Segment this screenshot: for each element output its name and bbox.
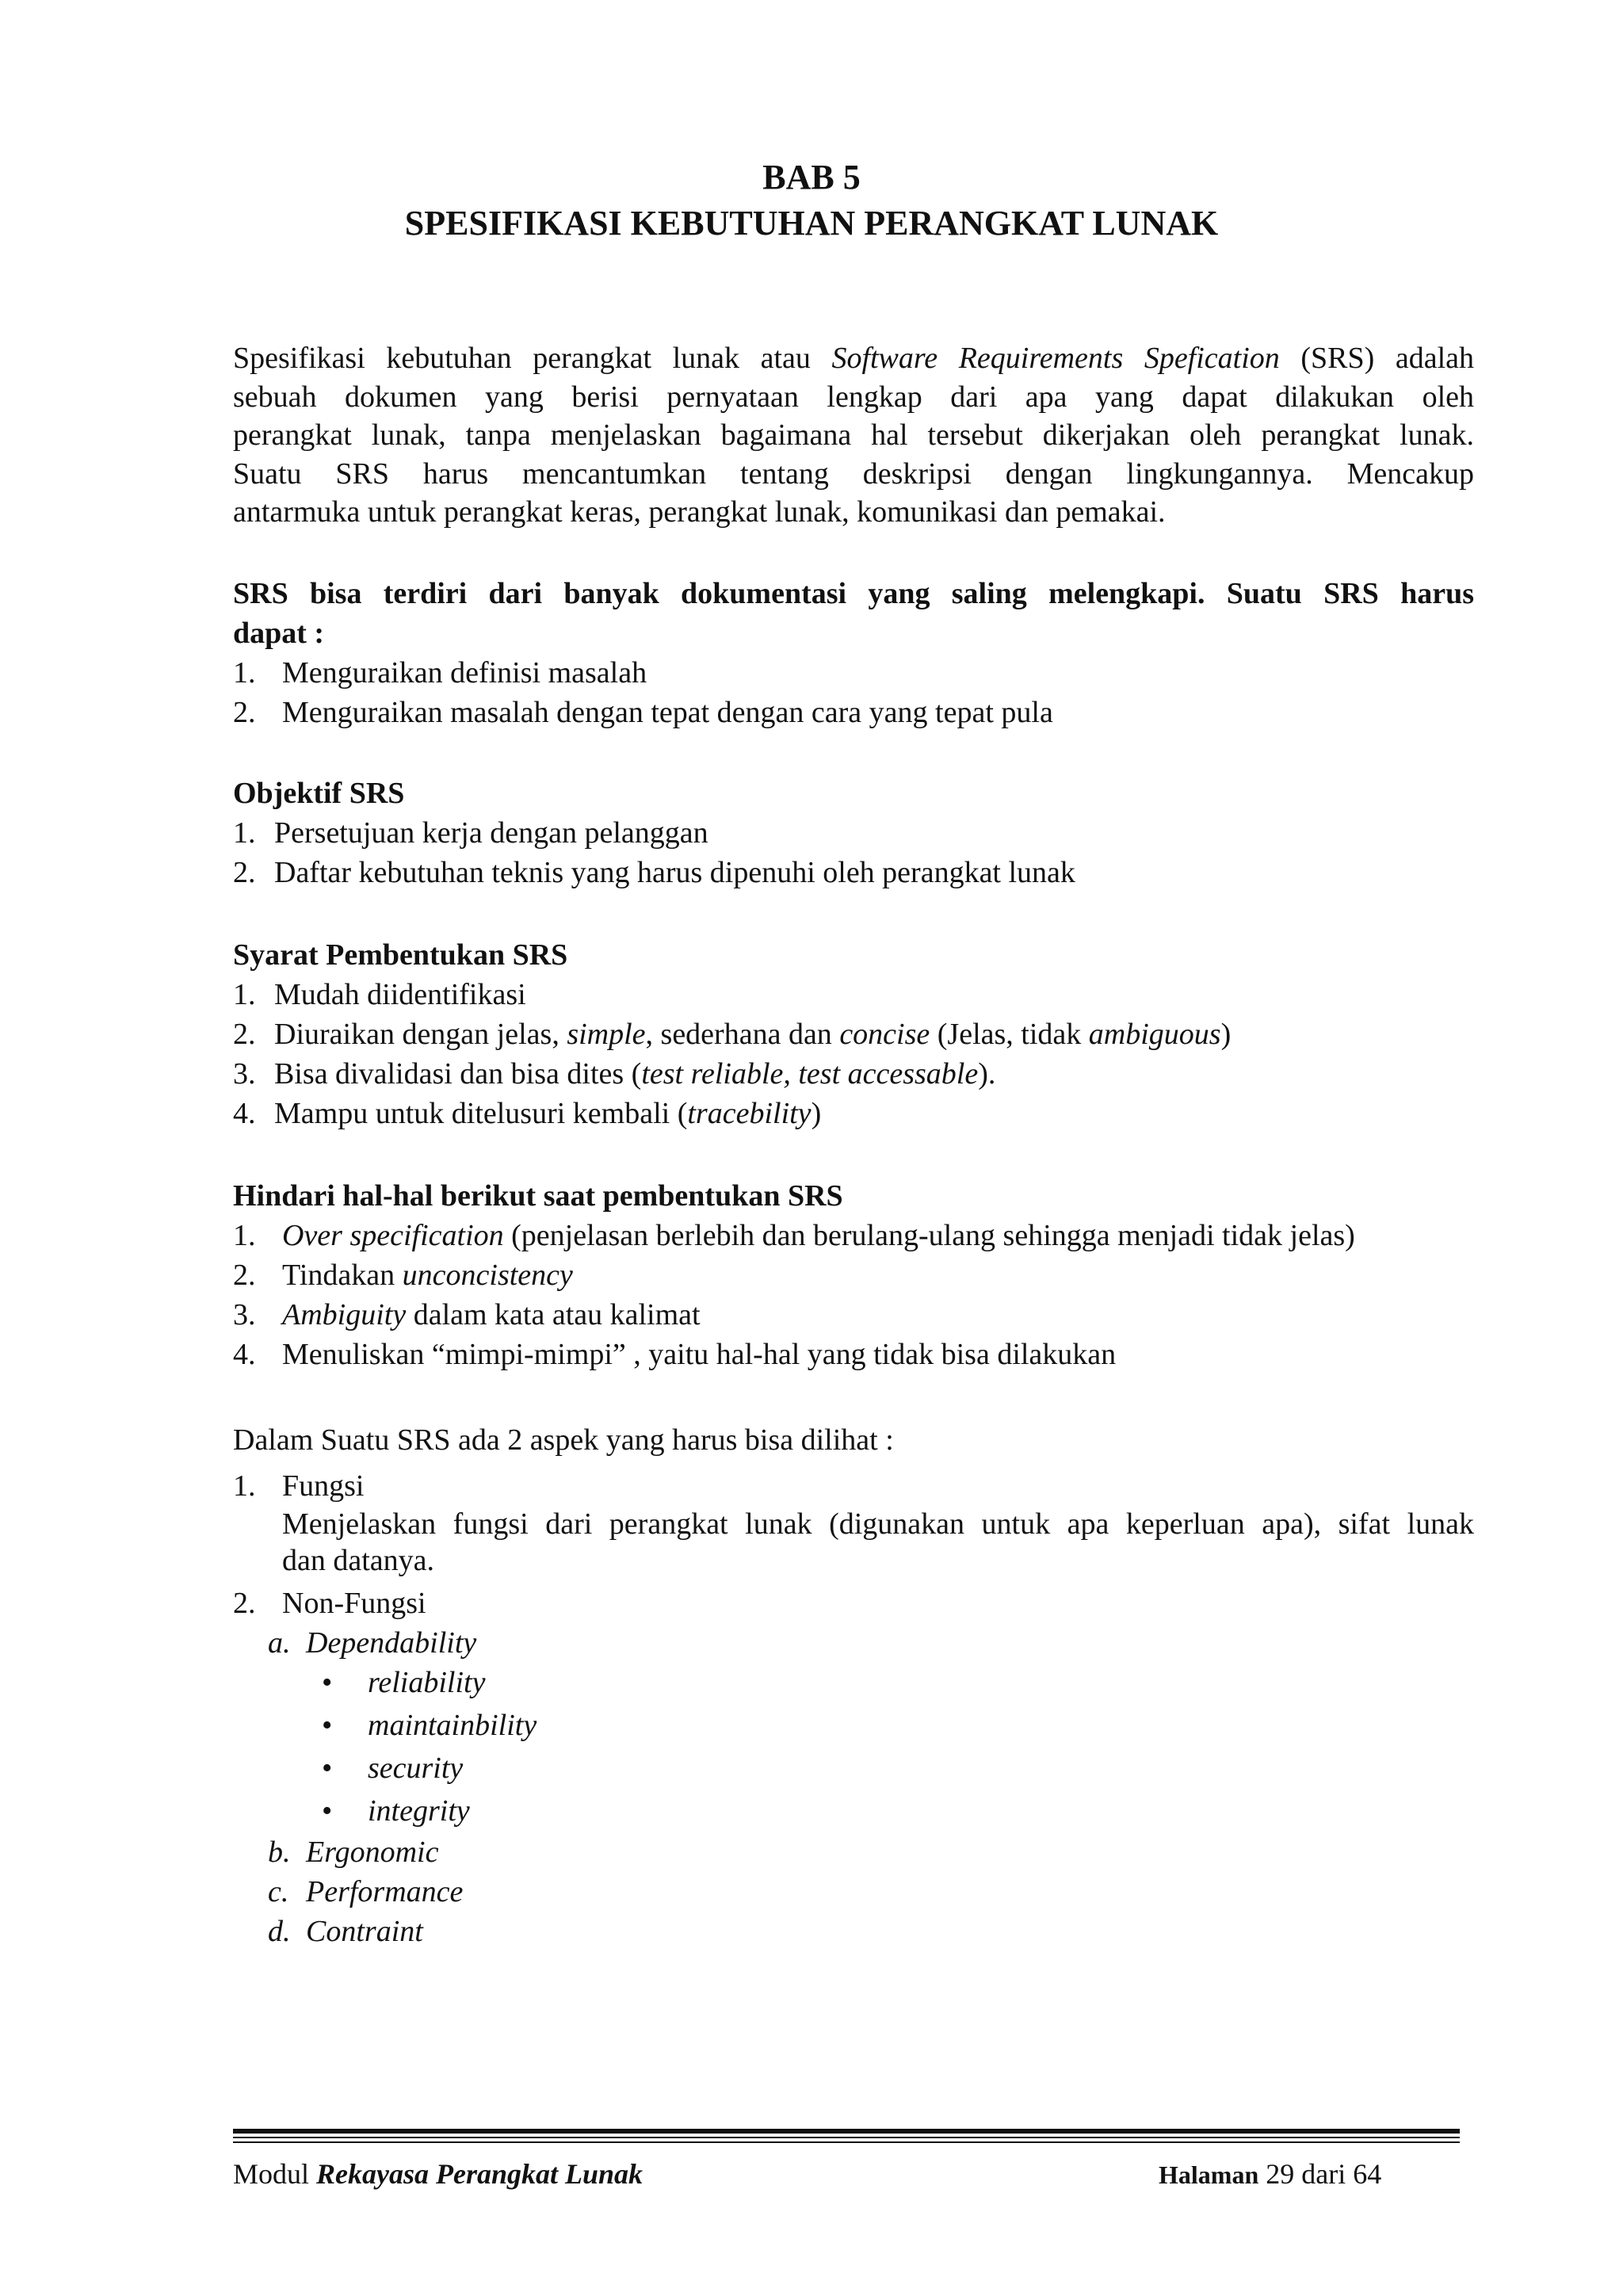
bullet-item: • security <box>322 1752 464 1785</box>
sub-item: c. Performance <box>268 1875 464 1908</box>
sub-item: a. Dependability <box>268 1626 477 1660</box>
syarat-section <box>233 935 1474 1133</box>
bullet-item: • reliability <box>322 1666 486 1699</box>
list-item: 1. Menguraikan definisi masalah <box>233 656 647 690</box>
aspek-intro: Dalam Suatu SRS ada 2 aspek yang harus bisa dilihat : <box>233 1423 894 1457</box>
section-heading: Hindari hal-hal berikut saat pembentukan SRS <box>233 1179 843 1213</box>
bullet-item: • maintainbility <box>322 1709 537 1742</box>
footer-divider-thin <box>233 2141 1460 2143</box>
intro-paragraph: Spesifikasi kebutuhan perangkat lunak atau Software Requirements Spefication (SRS) adalah sebuah dokumen yang berisi pernyataan lengkap dari apa yang dapat dilakukan oleh perangkat lunak, tanpa menjelaskan bagaimana hal tersebut dikerjakan oleh perangkat lunak. Suatu SRS harus mencantumkan tentang deskripsi dengan lingkungannya. Mencakup antarmuka untuk perangkat keras, perangkat lunak, komunikasi dan pemakai. <box>233 342 1474 529</box>
srs-documentation-section <box>233 574 1474 732</box>
bullet-item: • integrity <box>322 1794 470 1828</box>
section-heading: Syarat Pembentukan SRS <box>233 938 568 972</box>
list-item: 2. Menguraikan masalah dengan tepat dengan cara yang tepat pula <box>233 696 1053 729</box>
list-item: 2. Tindakan unconcistency <box>233 1259 573 1292</box>
list-item: 2. Diuraikan dengan jelas, simple, sederhana dan concise (Jelas, tidak ambiguous) <box>233 1018 1232 1051</box>
list-item-non-fungsi: 2. Non-Fungsi <box>233 1587 426 1620</box>
list-item: 1. Over specification (penjelasan berlebih dan berulang-ulang sehingga menjadi tidak jelas) <box>233 1219 1355 1252</box>
hindari-section <box>233 1176 1474 1374</box>
list-item: 4. Menuliskan “mimpi-mimpi” , yaitu hal-hal yang tidak bisa dilakukan <box>233 1338 1117 1371</box>
chapter-title: SPESIFIKASI KEBUTUHAN PERANGKAT LUNAK <box>404 204 1219 243</box>
list-item-fungsi: 1. Fungsi <box>233 1469 365 1503</box>
objektif-section <box>233 774 1474 892</box>
aspek-section <box>233 1420 1474 1951</box>
list-item: 1. Mudah diidentifikasi <box>233 978 526 1011</box>
footer-divider-thin <box>233 2137 1460 2138</box>
list-item: 4. Mampu untuk ditelusuri kembali (tracebility) <box>233 1097 822 1130</box>
sub-item: b. Ergonomic <box>268 1836 439 1869</box>
list-item: 2. Daftar kebutuhan teknis yang harus dipenuhi oleh perangkat lunak <box>233 856 1075 889</box>
list-item: 3. Ambiguity dalam kata atau kalimat <box>233 1298 701 1331</box>
section-heading: Objektif SRS <box>233 777 405 810</box>
footer-page-number: Halaman 29 dari 64 <box>1159 2158 1382 2190</box>
list-item: 3. Bisa divalidasi dan bisa dites (test reliable, test accessable). <box>233 1057 996 1091</box>
list-item: 1. Persetujuan kerja dengan pelanggan <box>233 816 708 850</box>
sub-item: d. Contraint <box>268 1915 423 1948</box>
section-heading: SRS bisa terdiri dari banyak dokumentasi yang saling melengkapi. Suatu SRS harus <box>233 577 1474 610</box>
footer-module: Modul Rekayasa Perangkat Lunak <box>233 2158 643 2190</box>
chapter-number: BAB 5 <box>762 158 861 197</box>
fungsi-description: Menjelaskan fungsi dari perangkat lunak (digunakan untuk apa keperluan apa), sifat lunak dan datanya. <box>282 1507 1474 1577</box>
section-heading-cont: dapat : <box>233 617 325 650</box>
footer-divider <box>233 2129 1460 2134</box>
